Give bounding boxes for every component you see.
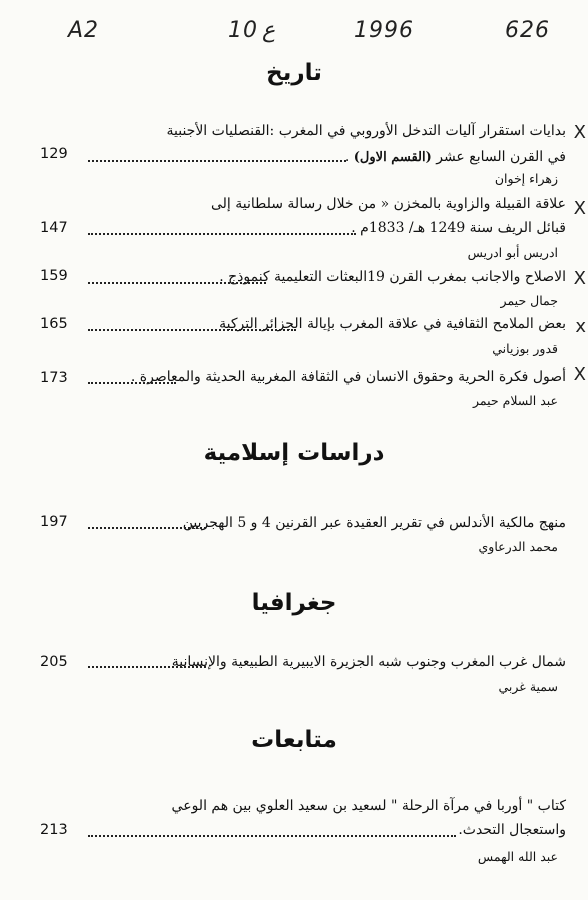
page-number: 205 xyxy=(40,654,68,670)
section-heading-geography: جغرافيا xyxy=(251,590,337,616)
entry-title-text: في القرن السابع عشر xyxy=(436,149,566,165)
entry-title-line: شمال غرب المغرب وجنوب شبه الجزيرة الايبيرية الطبيعية والإنسانية xyxy=(171,654,566,670)
dot-leader xyxy=(88,329,296,331)
author-name: جمال حيمر xyxy=(500,293,558,308)
author-name: زهراء إخوان xyxy=(494,171,558,186)
entry-title-line: الاصلاح والاجانب بمغرب القرن 19البعثات التعليمية كنموذج . xyxy=(219,269,566,285)
dot-leader xyxy=(88,233,356,235)
author-name: قدور بوزياني xyxy=(492,341,558,356)
entry-title-end: . xyxy=(344,149,350,165)
page-number: 197 xyxy=(40,514,68,530)
author-name: محمد الدرعاوي xyxy=(478,539,558,554)
entry-title-line: منهج مالكية الأندلس في تقرير العقيدة عبر القرنين 4 و 5 الهجريين xyxy=(182,515,566,531)
author-name: عبد الله الهمس xyxy=(477,849,558,864)
dot-leader xyxy=(88,160,346,162)
section-heading-follow-ups: متابعات xyxy=(251,727,337,753)
page-number: 213 xyxy=(40,822,68,838)
entry-title-line: قبائل الريف سنة 1249 هـ/ 1833م . xyxy=(351,220,566,236)
author-name: ادريس أبو ادريس xyxy=(467,245,558,260)
entry-title-line xyxy=(345,147,566,168)
page-number: 129 xyxy=(40,146,68,162)
check-x-mark: X xyxy=(573,122,586,143)
entry-title-line: أصول فكرة الحرية وحقوق الانسان في الثقافة المغربية الحديثة والمعاصرة . xyxy=(130,369,566,385)
entry-title-line: واستعجال التحدث. xyxy=(458,822,566,838)
entry-title-line: كتاب " أوربا في مرآة الرحلة " لسعيد بن سعيد العلوي بين هم الوعي xyxy=(171,798,566,814)
handwritten-note-ain: ع xyxy=(262,18,276,43)
entry-title-bold: (القسم الاول) xyxy=(353,150,432,165)
author-name: سمية غربي xyxy=(498,679,558,694)
page-number: 147 xyxy=(40,220,68,236)
section-heading-islamic-studies: دراسات إسلامية xyxy=(203,440,385,466)
page-number: 165 xyxy=(40,316,68,332)
author-name: عبد السلام حيمر xyxy=(473,393,558,408)
handwritten-note-a2: A2 xyxy=(68,18,100,43)
handwritten-year: 1996 xyxy=(354,18,414,43)
check-x-mark: X xyxy=(573,364,586,385)
dot-leader xyxy=(88,527,206,529)
entry-title-line: بدايات استقرار آليات التدخل الأوروبي في المغرب :القنصليات الأجنبية xyxy=(166,123,566,139)
dot-leader xyxy=(88,666,206,668)
entry-title-line: علاقة القبيلة والزاوية بالمخزن « من خلال رسالة سلطانية إلى xyxy=(210,196,566,212)
entry-title-line: بعض الملامح الثقافية في علاقة المغرب بإيالة الجزائر التركية xyxy=(219,316,566,332)
page-number: 159 xyxy=(40,268,68,284)
dot-leader xyxy=(88,835,456,837)
handwritten-number: 626 xyxy=(505,18,550,43)
dot-leader xyxy=(88,282,266,284)
section-heading-history: تاريخ xyxy=(266,60,322,86)
check-x-mark: x xyxy=(575,316,586,337)
check-x-mark: X xyxy=(573,268,586,289)
dot-leader xyxy=(88,382,176,384)
handwritten-note-10: 10 xyxy=(228,18,258,43)
page-number: 173 xyxy=(40,370,68,386)
check-x-mark: X xyxy=(573,198,586,219)
